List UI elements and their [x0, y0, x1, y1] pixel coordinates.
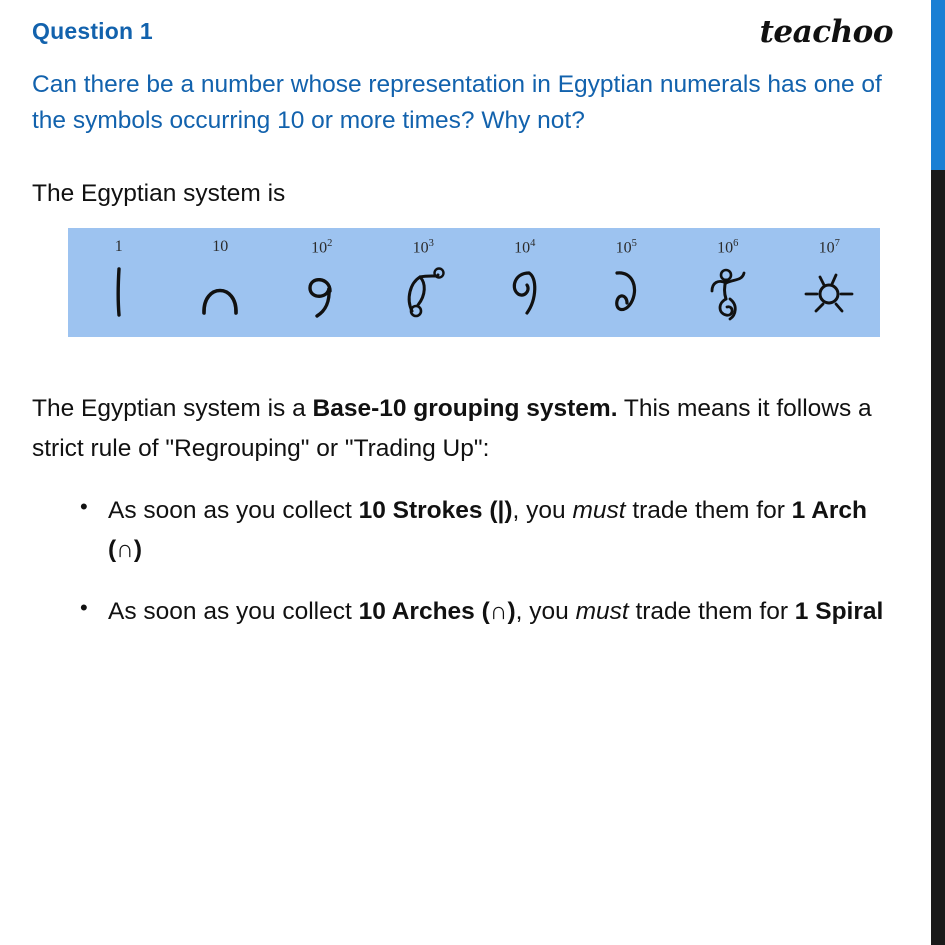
arch-glyph — [170, 261, 272, 331]
rule-2-italic1: must — [575, 598, 629, 626]
egyptian-numerals-table — [68, 228, 880, 337]
rules-list — [32, 491, 901, 632]
header-cell-1000: $10^3$ — [412, 238, 434, 257]
rule-1-bold1: 10 Strokes (|) — [358, 496, 513, 524]
header-cell-1: 1 — [114, 238, 123, 256]
list-item — [78, 592, 901, 632]
heh-god-glyph — [677, 261, 779, 331]
right-edge-blue-bar — [931, 0, 945, 170]
sun-glyph — [779, 261, 881, 331]
right-edge-dark-bar — [931, 170, 945, 945]
question-label: Question 1 — [32, 18, 153, 44]
header-cell-10000: $10^4$ — [514, 238, 536, 257]
rule-1-italic1: must — [572, 496, 626, 524]
list-item — [78, 491, 901, 570]
rule-1-part3: trade them for — [625, 496, 792, 524]
lotus-glyph — [373, 261, 475, 331]
explanation-part2: This means it follows a strict rule of "Regrouping" or "Trading Up": — [32, 395, 872, 463]
rule-2-part2: , you — [515, 598, 576, 626]
header-cell-10000000: $10^7$ — [818, 238, 840, 257]
tadpole-glyph — [576, 261, 678, 331]
finger-glyph — [474, 261, 576, 331]
rule-2-bold2: 1 Spiral — [794, 598, 884, 626]
stroke-glyph — [68, 261, 170, 331]
rule-1-bold2: 1 Arch (∩) — [108, 496, 868, 564]
header-cell-1000000: $10^6$ — [717, 238, 739, 257]
rule-1-part2: , you — [512, 496, 573, 524]
explanation-bold1: Base-10 grouping system. — [312, 395, 618, 423]
explanation-paragraph — [32, 389, 901, 468]
rule-2-bold1: 10 Arches (∩) — [358, 598, 516, 626]
explanation-part1: The Egyptian system is a — [32, 395, 313, 423]
rule-1-part1: As soon as you collect — [108, 496, 359, 524]
table-glyph-row — [68, 261, 880, 331]
rule-2-part3: trade them for — [628, 598, 795, 626]
header-row — [32, 14, 901, 50]
lead-text: The Egyptian system is — [32, 180, 286, 208]
header-cell-100: $10^2$ — [311, 238, 333, 257]
teachoo-logo: teachoo — [759, 14, 893, 50]
question-text: Can there be a number whose representation in Egyptian numerals has one of the symbols occurring 10 or more times? Why not? — [32, 71, 882, 134]
rule-2-part1: As soon as you collect — [108, 598, 359, 626]
header-cell-100000: $10^5$ — [615, 238, 637, 257]
spiral-glyph — [271, 261, 373, 331]
header-cell-10: 10 — [212, 238, 229, 256]
table-header-row — [68, 238, 880, 261]
